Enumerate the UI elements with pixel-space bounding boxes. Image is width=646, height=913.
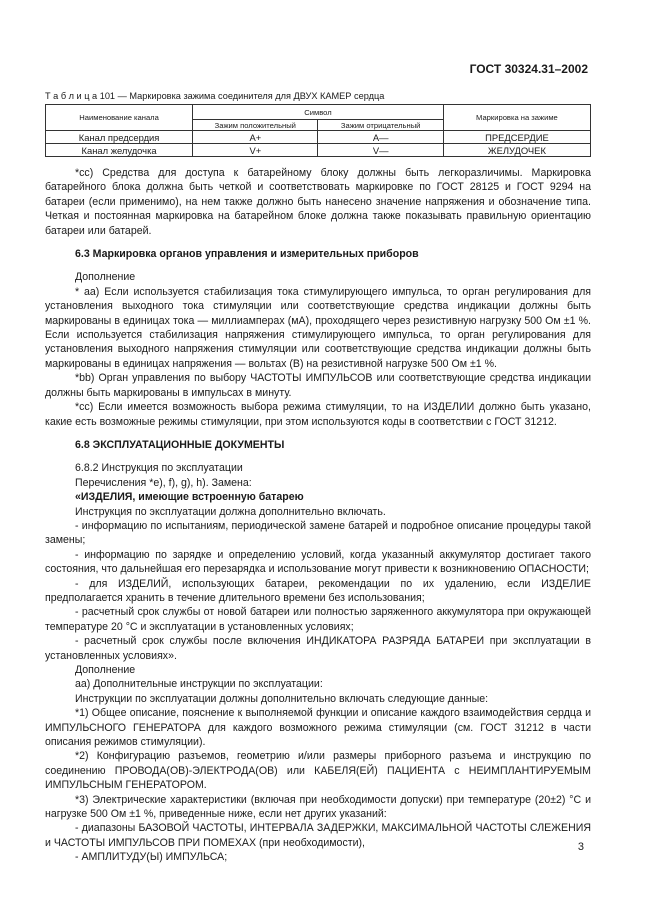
paragraph: Дополнение [75,271,136,284]
paragraph: *bb) Орган управления по выбору ЧАСТОТЫ ИМПУЛЬСОВ или соответствующие средства индикации должны быть маркированы в импульсах в минуту. [45,372,591,399]
list-item: - АМПЛИТУДУ(Ы) ИМПУЛЬСА; [75,851,228,864]
header-positive-terminal: Зажим положительный [193,120,318,131]
section-heading: 6.8 ЭКСПЛУАТАЦИОННЫЕ ДОКУМЕНТЫ [75,438,285,451]
paragraph: 6.8.2 Инструкция по эксплуатации [75,462,243,475]
list-item: - для ИЗДЕЛИЙ, использующих батареи, рекомендации по их удалению, если ИЗДЕЛИЕ предполагается хранить в течение длительного времени без использования; [45,577,591,604]
terminal-marking-table [45,104,591,157]
list-item: - расчетный срок службы после включения ИНДИКАТОРА РАЗРЯДА БАТАРЕИ при эксплуатации в установленных условиях». [45,635,591,662]
header-channel-name: Наименование канала [46,105,193,131]
paragraph: *cc) Средства для доступа к батарейному блоку должны быть легкоразличимы. Маркировка батарейного блока должна быть четкой и соответствовать маркировке по ГОСТ 28125 и ГОСТ 9294 на батареи (если применимо), на нем также должно быть нанесено значение напряжения и обозначение типа. Четкая и постоянная маркировка на батарейном блоке должна также показывать правильную ориентацию батареи или батарей. [45,167,591,237]
paragraph: * aa) Если используется стабилизация тока стимулирующего импульса, то орган регулирования для установления выходного тока стимуляции или соответствующие средства индикации должны быть маркированы в единицах тока — миллиамперах (мА), проходящего через резистивную нагрузку 500 Ом ±1 %. Если используется стабилизация напряжения стимулирующего импульса, то орган регулирования для установления выходного напряжения стимуляции или соответствующие средства индикации должны быть маркированы в единицах напряжения — вольтах (В) на резистивной нагрузке 500 Ом ±1 %. [45,285,591,370]
cell-channel: Канал предсердия [46,131,193,144]
cell-channel: Канал желудочка [46,144,193,157]
paragraph: *2) Конфигурацию разъемов, геометрию и/или размеры приборного разъема и инструкцию по соединению ПРОВОДА(ОВ)-ЭЛЕКТРОДА(ОВ) или КАБЕЛЯ(ЕЙ) ПАЦИЕНТА с НЕИМПЛАНТИРУЕМЫМ ИМПУЛЬСНЫМ ГЕНЕРАТОРОМ. [45,750,591,792]
paragraph: Инструкция по эксплуатации должна дополнительно включать. [75,505,386,518]
paragraph: aa) Дополнительные инструкции по эксплуатации: [75,678,323,691]
paragraph: *cc) Если имеется возможность выбора режима стимуляции, то на ИЗДЕЛИИ должно быть указано, какие есть возможные режимы стимуляции, при этом используются коды в соответствии с ГОСТ 31212. [45,401,591,428]
cell-marking: ПРЕДСЕРДИЕ [443,131,590,144]
header-negative-terminal: Зажим отрицательный [318,120,443,131]
page-number: 3 [577,841,584,853]
paragraph: Инструкции по эксплуатации должны дополнительно включать следующие данные: [75,692,489,705]
cell-negative: V— [318,144,443,157]
section-heading: 6.3 Маркировка органов управления и измерительных приборов [75,248,419,261]
cell-positive: V+ [193,144,318,157]
paragraph: *1) Общее описание, пояснение к выполняемой функции и описание каждого взаимодействия сердца и ИМПУЛЬСНОГО ГЕНЕРАТОРА для каждого возможного режима стимуляции (см. ГОСТ 31212 в части описания режимов стимуляции). [45,707,591,749]
list-item: - информацию по испытаниям, периодической замене батарей и подробное описание процедуры такой замены; [45,519,591,547]
cell-negative: A— [318,131,443,144]
cell-marking: ЖЕЛУДОЧЕК [443,144,590,157]
standard-number: ГОСТ 30324.31–2002 [469,62,588,76]
paragraph: Дополнение [75,664,136,676]
list-item: - расчетный срок службы от новой батареи или полностью заряженного аккумулятора при окружающей температуре 20 °C и эксплуатации в установленных условиях; [45,606,591,633]
subheading: «ИЗДЕЛИЯ, имеющие встроенную батарею [75,491,304,504]
table-row [46,144,591,157]
header-marking: Маркировка на зажиме [443,105,590,131]
header-symbol: Символ [193,105,444,120]
list-item: - информацию по зарядке и определению условий, когда указанный аккумулятор достигает такого состояния, что дальнейшая его перезарядка и использование могут привести к возникновению ОПАСНОСТИ; [45,548,591,576]
paragraph: Перечисления *e), f), g), h). Замена: [75,476,252,489]
cell-positive: A+ [193,131,318,144]
document-body [45,166,591,865]
table-row [46,131,591,144]
list-item: - диапазоны БАЗОВОЙ ЧАСТОТЫ, ИНТЕРВАЛА ЗАДЕРЖКИ, МАКСИМАЛЬНОЙ ЧАСТОТЫ СЛЕЖЕНИЯ и ЧАСТОТЫ ИМПУЛЬСОВ ПРИ ПОМЕХАХ (при необходимости), [45,822,591,849]
paragraph: *3) Электрические характеристики (включая при необходимости допуски) при температуре (20±2) °C и нагрузке 500 Ом ±1 %, приведенные ниже, если нет других указаний: [45,793,591,821]
table-caption: Т а б л и ц а 101 — Маркировка зажима соединителя для ДВУХ КАМЕР сердца [45,91,385,101]
